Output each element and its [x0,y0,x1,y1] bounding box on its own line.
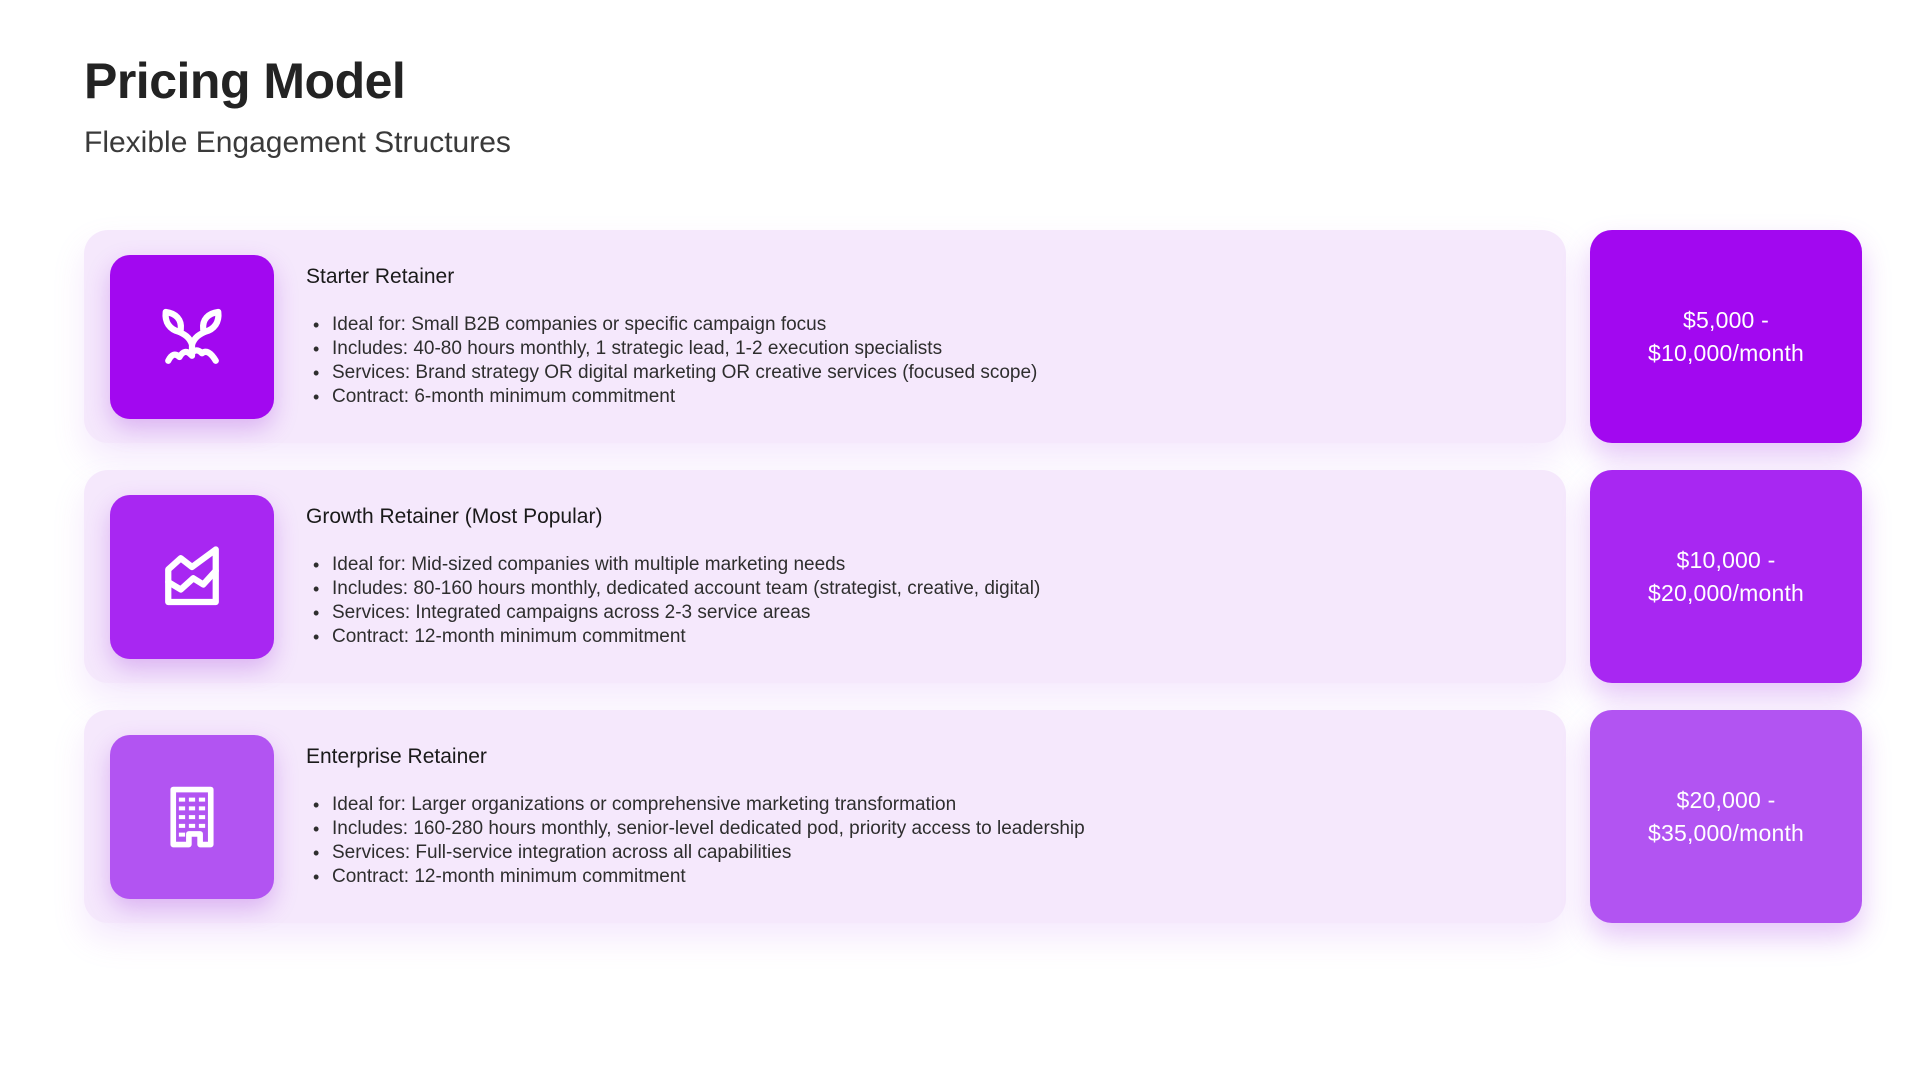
tier-details [306,313,1037,409]
tier-detail: • Includes: 40-80 hours monthly, 1 strategic lead, 1-2 execution specialists [306,337,1037,361]
tier-card-growth [84,470,1566,683]
slide-header [0,0,1920,160]
tier-detail: • Contract: 12-month minimum commitment [306,865,1085,889]
tier-detail: • Services: Full-service integration across all capabilities [306,841,1085,865]
price-range [1648,544,1804,610]
tier-detail: • Ideal for: Mid-sized companies with multiple marketing needs [306,553,1040,577]
tier-row-enterprise [84,710,1862,923]
tier-detail: • Services: Integrated campaigns across 2-3 service areas [306,601,1040,625]
price-line-2: $20,000/month [1647,579,1805,606]
tier-name: Starter Retainer [306,264,455,288]
tier-info [306,265,1037,409]
area-chart-icon-tile [110,495,274,659]
tier-details [306,793,1085,889]
page-subtitle: Flexible Engagement Structures [84,126,511,159]
price-box-enterprise [1590,710,1862,923]
tier-row-starter [84,230,1862,443]
price-line-2: $10,000/month [1647,339,1805,366]
price-line-1: $10,000 - [1676,546,1776,573]
price-line-1: $5,000 - [1683,306,1769,333]
building-icon [152,777,232,857]
page-title: Pricing Model [84,53,406,109]
sprout-icon-tile [110,255,274,419]
tier-detail: • Ideal for: Small B2B companies or specific campaign focus [306,313,1037,337]
tier-detail: • Includes: 160-280 hours monthly, senior-level dedicated pod, priority access to leadership [306,817,1085,841]
tier-info [306,505,1040,649]
area-chart-icon [152,537,232,617]
price-range [1648,784,1804,850]
sprout-icon [152,297,232,377]
tier-name: Growth Retainer (Most Popular) [306,504,603,528]
tier-detail: • Contract: 6-month minimum commitment [306,385,1037,409]
tier-info [306,745,1085,889]
price-box-growth [1590,470,1862,683]
price-line-1: $20,000 - [1676,786,1776,813]
tier-detail: • Services: Brand strategy OR digital marketing OR creative services (focused scope) [306,361,1037,385]
tier-card-enterprise [84,710,1566,923]
tier-card-starter [84,230,1566,443]
tier-name: Enterprise Retainer [306,744,487,768]
building-icon-tile [110,735,274,899]
tier-detail: • Includes: 80-160 hours monthly, dedicated account team (strategist, creative, digital) [306,577,1040,601]
tier-detail: • Ideal for: Larger organizations or comprehensive marketing transformation [306,793,1085,817]
tier-row-growth [84,470,1862,683]
price-line-2: $35,000/month [1647,819,1805,846]
tier-details [306,553,1040,649]
price-range [1648,304,1804,370]
tier-detail: • Contract: 12-month minimum commitment [306,625,1040,649]
tier-list [84,230,1862,923]
price-box-starter [1590,230,1862,443]
